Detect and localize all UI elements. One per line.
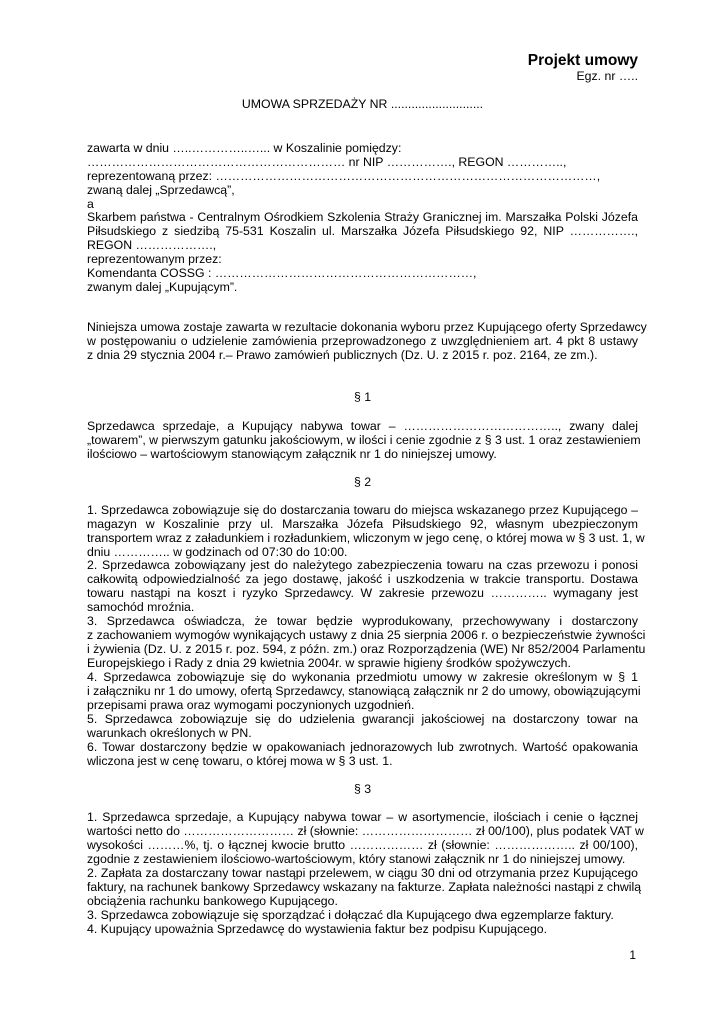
- section-2-line: 3. Sprzedawca oświadcza, że towar będzie wyprodukowany, przechowywany i dostarczony: [87, 614, 638, 628]
- intro-line: Niniejsza umowa zostaje zawarta w rezultacie dokonania wyboru przez Kupującego oferty Sprzedawcy: [87, 320, 647, 334]
- section-2-line: towaru nastąpi na koszt i ryzyko Sprzedawcy. W zakresie przewozu ………….. wymagany jest: [87, 586, 638, 600]
- project-label: Projekt umowy: [527, 52, 638, 69]
- section-2-line: 6. Towar dostarczony będzie w opakowaniach jednorazowych lub zwrotnych. Wartość opakowania: [87, 740, 638, 754]
- page-number: 1: [629, 948, 636, 962]
- section-2-line: i załączniku nr 1 do umowy, ofertą Sprzedawcy, stanowiącą załącznik nr 2 do umowy, obowiązującymi: [87, 684, 641, 698]
- section-2-line: warunkach określonych w PN.: [87, 726, 252, 740]
- section-2-line: 1. Sprzedawca zobowiązuje się do dostarczania towaru do miejsca wskazanego przez Kupującego –: [87, 503, 638, 517]
- intro-line: z dnia 29 stycznia 2004 r.– Prawo zamówień publicznych (Dz. U. z 2015 r. poz. 2164, ze zm.).: [87, 348, 598, 362]
- copy-number: Egz. nr …..: [576, 69, 638, 83]
- section-2-line: z zachowaniem wymogów wynikających ustawy z dnia 25 sierpnia 2006 r. o bezpieczeństwie żywności: [87, 628, 646, 642]
- section-2-line: przepisami prawa oraz wymogami poczynionych uzgodnień.: [87, 698, 415, 712]
- parties-line: reprezentowaną przez: …………………………………………………………………………………,: [87, 169, 601, 183]
- intro-line: w postępowaniu o udzielenie zamówienia przeprowadzonego z uwzględnieniem art. 4 pkt 8 ustawy: [87, 334, 638, 348]
- section-2-heading: § 2: [353, 475, 372, 489]
- parties-line: Komendanta COSSG : ………………………………………………………,: [87, 266, 477, 280]
- parties-line: zwanym dalej „Kupującym”.: [87, 280, 238, 294]
- section-1-line: ilościowo – wartościowym stanowiącym załącznik nr 1 do niniejszej umowy.: [87, 447, 497, 461]
- section-2-line: Europejskiego i Rady z dnia 29 kwietnia 2004r. w sprawie higieny środków spożywczych.: [87, 656, 571, 670]
- section-3-line: wysokości ………%, tj. o łącznej kwocie brutto ……………… zł (słownie: ……………….. zł 00/100),: [87, 838, 638, 852]
- section-2-line: 5. Sprzedawca zobowiązuje się do udzielenia gwarancji jakościowej na dostarczony towar na: [87, 712, 638, 726]
- section-3-line: faktury, na rachunek bankowy Sprzedawcy wskazany na fakturze. Zapłata należności nastąpi z chwilą: [87, 880, 642, 894]
- section-2-line: samochód mroźnia.: [87, 600, 195, 614]
- parties-line: Piłsudskiego z siedzibą 75-531 Koszalin ul. Marszałka Józefa Piłsudskiego 92, NIP …………….,: [87, 224, 638, 238]
- section-3-line: 3. Sprzedawca zobowiązuje się sporządzać i dołączać dla Kupującego dwa egzemplarze faktury.: [87, 908, 614, 922]
- section-1-heading: § 1: [353, 390, 372, 404]
- section-2-line: wliczona jest w cenę towaru, o której mowa w § 3 ust. 1.: [87, 754, 393, 768]
- section-3-line: obciążenia rachunku bankowego Kupującego.: [87, 894, 338, 908]
- section-3-heading: § 3: [353, 782, 372, 796]
- section-2-line: transportem wraz z załadunkiem i rozładunkiem, wliczonym w jego cenę, o której mowa w § 3 ust. 1, w: [87, 531, 645, 545]
- parties-line: REGON ……………….,: [87, 238, 217, 252]
- section-1-line: „towarem”, w pierwszym gatunku jakościowym, w ilości i cenie zgodnie z § 3 ust. 1 oraz zestawieniem: [87, 433, 641, 447]
- parties-line: Skarbem państwa - Centralnym Ośrodkiem Szkolenia Straży Granicznej im. Marszałka Polski Józefa: [87, 210, 638, 224]
- parties-line: reprezentowanym przez:: [87, 252, 222, 266]
- section-3-line: 4. Kupujący upoważnia Sprzedawcę do wystawienia faktur bez podpisu Kupującego.: [87, 922, 548, 936]
- section-2-line: magazyn w Koszalinie przy ul. Marszałka Józefa Piłsudskiego 92, własnym ubezpieczonym: [87, 517, 638, 531]
- parties-line: ……………………………………………………… nr NIP ……………., REGON …………..,: [87, 155, 567, 169]
- parties-line: zwaną dalej „Sprzedawcą”,: [87, 183, 235, 197]
- section-3-line: 2. Zapłata za dostarczany towar nastąpi przelewem, w ciągu 30 dni od otrzymania przez Kupującego: [87, 866, 638, 880]
- section-3-line: zgodnie z zestawieniem ilościowo-wartościowym, który stanowi załącznik nr 1 do niniejszej umowy.: [87, 852, 626, 866]
- section-3-line: 1. Sprzedawca sprzedaje, a Kupujący nabywa towar – w asortymencie, ilościach i cenie o łącznej: [87, 810, 638, 824]
- section-3-line: wartości netto do ……………………… zł (słownie: ……………………… zł 00/100), plus podatek VAT w: [87, 824, 644, 838]
- section-2-line: 4. Sprzedawca zobowiązuje się do wykonania przedmiotu umowy w zakresie określonym w § 1: [87, 670, 638, 684]
- parties-line: a: [87, 197, 94, 211]
- parties-line: zawarta w dniu …..…………..…... w Koszalinie pomiędzy:: [87, 141, 402, 155]
- section-2-line: i żywienia (Dz. U. z 2015 r. poz. 594, z późn. zm.) oraz Rozporządzenia (WE) Nr 852/2004 Parlamentu: [87, 642, 646, 656]
- section-2-line: całkowitą odpowiedzialność za jego dostawę, jakość i uszkodzenia w trakcie transportu. Dostawa: [87, 572, 638, 586]
- section-1-line: Sprzedawca sprzedaje, a Kupujący nabywa towar – ……………………………….., zwany dalej: [87, 419, 638, 433]
- contract-title: UMOWA SPRZEDAŻY NR ...........................: [241, 97, 484, 111]
- section-2-line: dniu ………….. w godzinach od 07:30 do 10:00.: [87, 545, 348, 559]
- section-2-line: 2. Sprzedawca zobowiązany jest do należytego zabezpieczenia towaru na czas przewozu i ponosi: [87, 558, 638, 572]
